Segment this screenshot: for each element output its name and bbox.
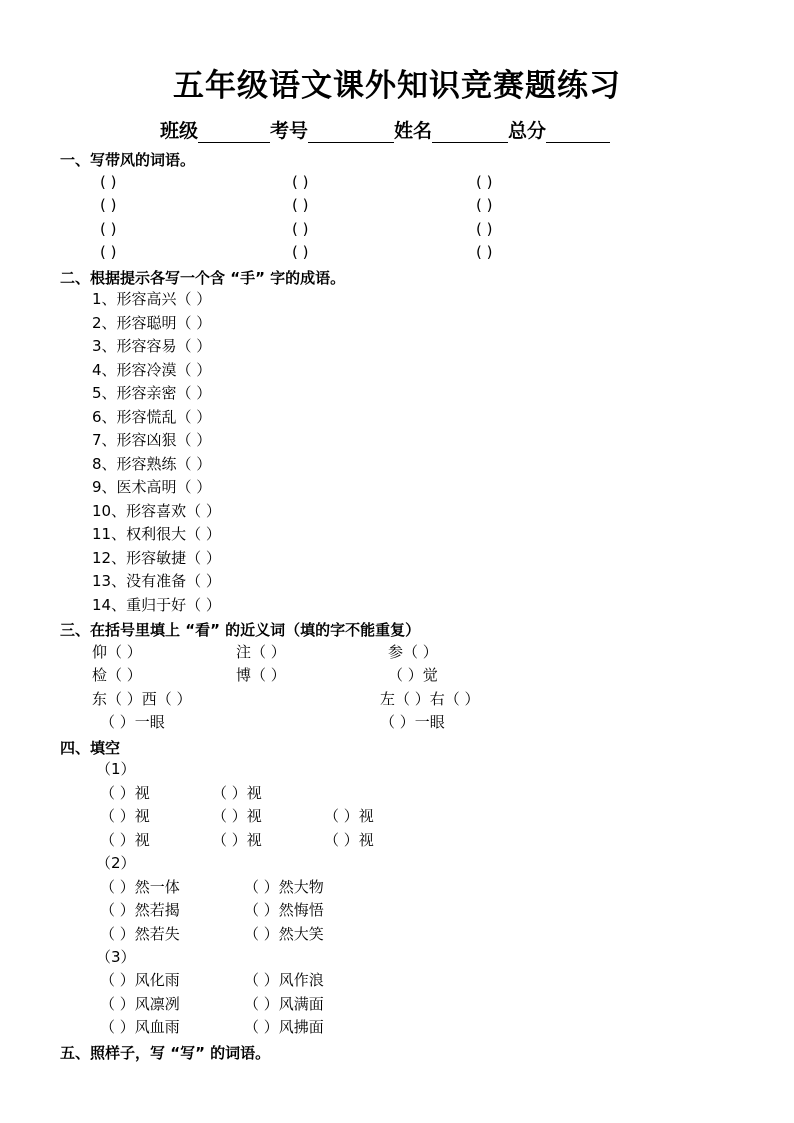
feng-blank[interactable]: ( )	[476, 173, 493, 191]
shi-item[interactable]: （ ）视	[212, 807, 262, 825]
ran-item[interactable]: （ ）然若揭	[100, 901, 180, 919]
section5-heading: 五、照样子，写 “写” 的词语。	[60, 1044, 271, 1062]
idiom-item[interactable]: 10、形容喜欢（ ）	[92, 502, 221, 520]
idiom-item[interactable]: 3、形容容易（ ）	[92, 337, 212, 355]
section3-heading: 三、在括号里填上 “看” 的近义词（填的字不能重复）	[60, 621, 421, 639]
idiom-item[interactable]: 8、形容熟练（ ）	[92, 455, 212, 473]
kan-item[interactable]: 博（ ）	[236, 666, 286, 684]
exam-no-label: 考号	[270, 120, 309, 142]
class-blank[interactable]	[198, 124, 270, 143]
feng-blank[interactable]: ( )	[292, 243, 309, 261]
score-label: 总分	[508, 120, 547, 142]
feng-blank[interactable]: ( )	[292, 173, 309, 191]
shi-item[interactable]: （ ）视	[212, 784, 262, 802]
feng-item[interactable]: （ ）风满面	[244, 995, 324, 1013]
feng-item[interactable]: （ ）风作浪	[244, 971, 324, 989]
idiom-item[interactable]: 4、形容冷漠（ ）	[92, 361, 212, 379]
idiom-item[interactable]: 12、形容敏捷（ ）	[92, 549, 221, 567]
feng-item[interactable]: （ ）风血雨	[100, 1018, 180, 1036]
idiom-item[interactable]: 7、形容凶狠（ ）	[92, 431, 212, 449]
ran-item[interactable]: （ ）然大物	[244, 878, 324, 896]
kan-item[interactable]: （ ）一眼	[380, 713, 445, 731]
ran-item[interactable]: （ ）然一体	[100, 878, 180, 896]
kan-item[interactable]: 注（ ）	[236, 643, 286, 661]
shi-item[interactable]: （ ）视	[100, 784, 150, 802]
ran-item[interactable]: （ ）然悔悟	[244, 901, 324, 919]
feng-blank[interactable]: ( )	[100, 173, 117, 191]
idiom-item[interactable]: 5、形容亲密（ ）	[92, 384, 212, 402]
class-label: 班级	[160, 120, 199, 142]
idiom-item[interactable]: 2、形容聪明（ ）	[92, 314, 212, 332]
section2-heading: 二、根据提示各写一个含 “手” 字的成语。	[60, 269, 346, 287]
kan-item[interactable]: 东（ ）西（ ）	[92, 690, 192, 708]
kan-item[interactable]: （ ）一眼	[100, 713, 165, 731]
section4-heading: 四、填空	[60, 739, 121, 757]
part1-label: （1）	[96, 760, 136, 778]
kan-item[interactable]: （ ）觉	[388, 666, 438, 684]
feng-blank[interactable]: ( )	[100, 196, 117, 214]
shi-item[interactable]: （ ）视	[100, 831, 150, 849]
name-label: 姓名	[394, 120, 433, 142]
idiom-item[interactable]: 1、形容高兴（ ）	[92, 290, 212, 308]
feng-blank[interactable]: ( )	[476, 196, 493, 214]
kan-item[interactable]: 仰（ ）	[92, 643, 142, 661]
feng-blank[interactable]: ( )	[476, 243, 493, 261]
feng-blank[interactable]: ( )	[100, 220, 117, 238]
shi-item[interactable]: （ ）视	[100, 807, 150, 825]
kan-item[interactable]: 参（ ）	[388, 643, 438, 661]
idiom-item[interactable]: 14、重归于好（ ）	[92, 596, 221, 614]
feng-blank[interactable]: ( )	[100, 243, 117, 261]
feng-blank[interactable]: ( )	[292, 196, 309, 214]
idiom-item[interactable]: 11、权利很大（ ）	[92, 525, 221, 543]
page-title: 五年级语文课外知识竞赛题练习	[173, 68, 621, 104]
exam-no-blank[interactable]	[308, 124, 394, 143]
feng-item[interactable]: （ ）风拂面	[244, 1018, 324, 1036]
part2-label: （2）	[96, 854, 136, 872]
idiom-item[interactable]: 13、没有准备（ ）	[92, 572, 221, 590]
name-blank[interactable]	[432, 124, 508, 143]
ran-item[interactable]: （ ）然大笑	[244, 925, 324, 943]
ran-item[interactable]: （ ）然若失	[100, 925, 180, 943]
part3-label: （3）	[96, 948, 136, 966]
shi-item[interactable]: （ ）视	[324, 807, 374, 825]
feng-item[interactable]: （ ）风凛冽	[100, 995, 180, 1013]
feng-item[interactable]: （ ）风化雨	[100, 971, 180, 989]
idiom-item[interactable]: 9、医术高明（ ）	[92, 478, 212, 496]
feng-blank[interactable]: ( )	[476, 220, 493, 238]
idiom-item[interactable]: 6、形容慌乱（ ）	[92, 408, 212, 426]
score-blank[interactable]	[546, 124, 610, 143]
section1-heading: 一、写带风的词语。	[60, 151, 196, 169]
kan-item[interactable]: 左（ ）右（ ）	[380, 690, 480, 708]
shi-item[interactable]: （ ）视	[212, 831, 262, 849]
feng-blank[interactable]: ( )	[292, 220, 309, 238]
kan-item[interactable]: 检（ ）	[92, 666, 142, 684]
shi-item[interactable]: （ ）视	[324, 831, 374, 849]
student-info-line	[160, 116, 610, 143]
